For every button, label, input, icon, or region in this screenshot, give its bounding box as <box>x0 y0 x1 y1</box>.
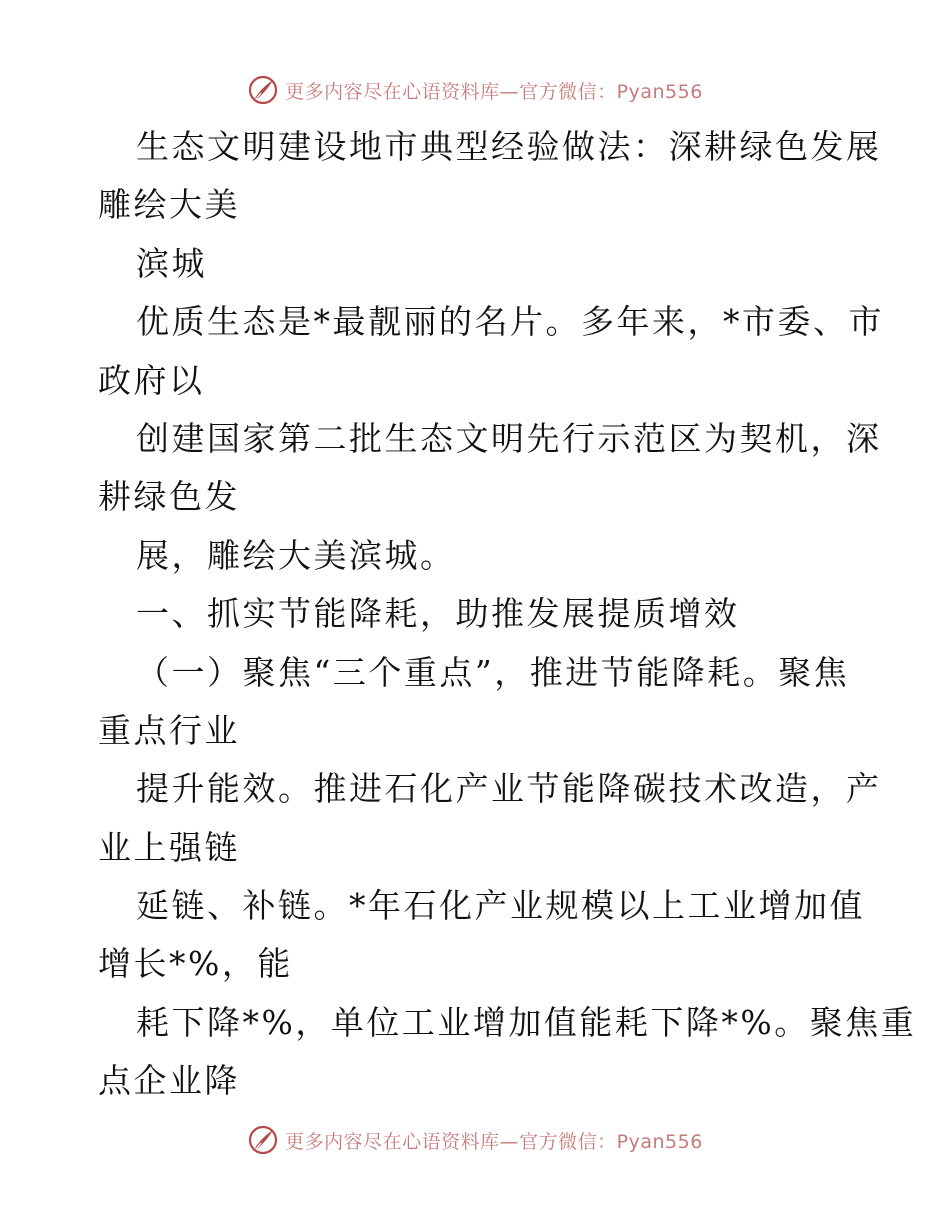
text-line: 延链、补链。*年石化产业规模以上工业增加值 <box>136 886 865 926</box>
text-line: 重点行业 <box>98 710 240 750</box>
text-line: 滨城 <box>136 243 207 283</box>
text-line: 耕绿色发 <box>98 477 240 517</box>
text-line: 雕绘大美 <box>98 185 240 225</box>
feather-pen-logo-icon <box>247 74 279 106</box>
text-line: 耗下降*%，单位工业增加值能耗下降*%。聚焦重 <box>136 1002 917 1042</box>
text-line: 增长*%，能 <box>98 944 293 984</box>
text-line: （一）聚焦“三个重点”，推进节能降耗。聚焦 <box>136 652 850 692</box>
document-body <box>98 118 917 1111</box>
watermark-text: 更多内容尽在心语资料库—官方微信：Pyan556 <box>285 80 703 103</box>
text-line: 提升能效。推进石化产业节能降碳技术改造，产 <box>136 769 882 809</box>
text-line: 创建国家第二批生态文明先行示范区为契机，深 <box>136 418 882 458</box>
text-line: 生态文明建设地市典型经验做法：深耕绿色发展 <box>136 127 882 166</box>
watermark-footer <box>0 1120 950 1160</box>
text-line: 政府以 <box>98 360 205 400</box>
watermark-header <box>0 70 950 110</box>
section-heading: 一、抓实节能降耗，助推发展提质增效 <box>136 594 740 634</box>
text-line: 业上强链 <box>98 827 240 867</box>
text-line: 点企业降 <box>98 1061 240 1101</box>
feather-pen-logo-icon <box>247 1124 279 1156</box>
text-line: 展，雕绘大美滨城。 <box>136 535 456 575</box>
text-line: 优质生态是*最靓丽的名片。多年来，*市委、市 <box>136 302 884 342</box>
watermark-text: 更多内容尽在心语资料库—官方微信：Pyan556 <box>285 1130 703 1153</box>
